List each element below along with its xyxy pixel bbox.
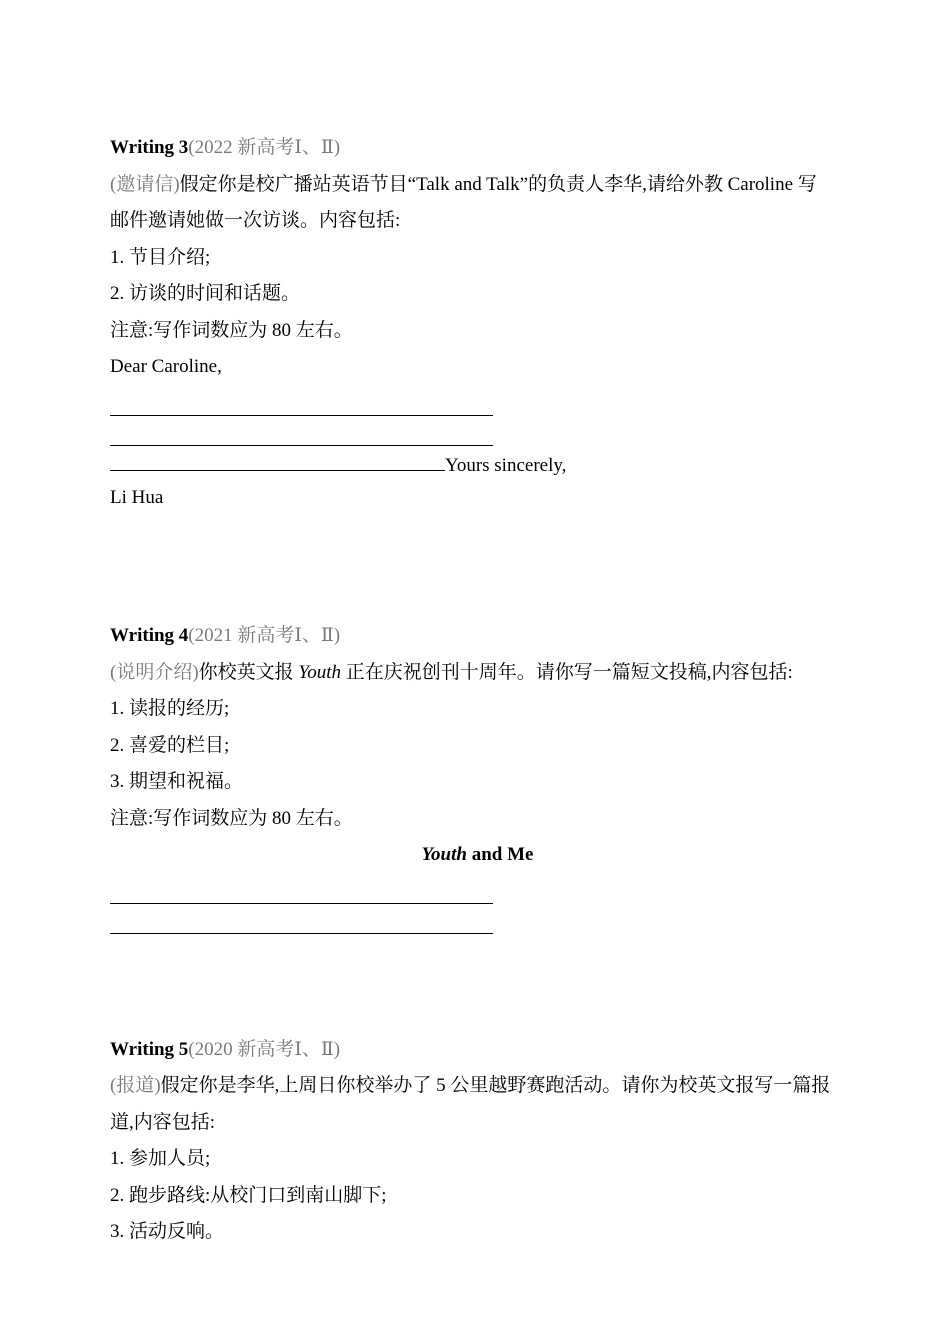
writing-4-point-3: 3. 期望和祝福。 [110, 771, 244, 792]
writing-4-note: 注意:写作词数应为 80 左右。 [110, 807, 353, 829]
writing-4-prompt-b: 正在庆祝创刊十周年。请你写一篇短文投稿,内容包括: [341, 661, 793, 683]
writing-4-genre: (说明介绍) [110, 661, 199, 683]
writing-4-prompt-italic: Youth [298, 661, 342, 683]
spacer [110, 934, 845, 1032]
writing-5-point-2: 2. 跑步路线:从校门口到南山脚下; [110, 1184, 387, 1206]
writing-4-point-2: 2. 喜爱的栏目; [110, 734, 230, 756]
writing-4-heading [110, 618, 845, 655]
writing-5-point-3: 3. 活动反响。 [110, 1221, 225, 1242]
writing-4-essay-title-rest: and Me [466, 844, 534, 865]
writing-3-signature: Li Hua [110, 486, 164, 508]
writing-4-essay-title [110, 837, 845, 874]
writing-5-source: (2020 新高考Ⅰ、Ⅱ) [188, 1038, 341, 1060]
writing-3-prompt-text-1: 假定你是校广播站英语节目“Talk and Talk”的负责人李华,请给外教 Caroline 写 [179, 173, 817, 195]
writing-3-title: Writing 3 [110, 137, 189, 158]
writing-3-closing: Yours sincerely, [445, 454, 567, 476]
writing-4-answer-line-1[interactable] [110, 874, 493, 904]
writing-4-essay-title-italic: Youth [421, 844, 467, 865]
writing-3-heading [110, 130, 845, 167]
writing-3-genre: (邀请信) [110, 173, 180, 195]
writing-5-heading [110, 1032, 845, 1069]
writing-4-prompt-line [110, 655, 845, 692]
writing-3-note: 注意:写作词数应为 80 左右。 [110, 319, 353, 341]
writing-5-point-1: 1. 参加人员; [110, 1148, 211, 1169]
document-page [110, 130, 845, 1251]
writing-4-source: (2021 新高考Ⅰ、Ⅱ) [188, 625, 341, 646]
writing-3-prompt-line-2: 邮件邀请她做一次访谈。内容包括: [110, 210, 401, 231]
writing-4-point-1: 1. 读报的经历; [110, 698, 230, 719]
writing-5-prompt-text-1: 假定你是李华,上周日你校举办了 5 公里越野赛跑活动。请你为校英文报写一篇报 [160, 1075, 831, 1096]
writing-4-section [110, 618, 845, 934]
writing-3-closing-line [110, 446, 845, 480]
writing-5-genre: (报道) [110, 1075, 161, 1096]
writing-4-title: Writing 4 [110, 625, 189, 646]
writing-5-title: Writing 5 [110, 1038, 189, 1060]
writing-3-prompt-line-1 [110, 167, 845, 204]
writing-3-section [110, 130, 845, 516]
spacer [110, 516, 845, 618]
writing-5-section [110, 1032, 845, 1251]
writing-5-prompt-line-1 [110, 1068, 845, 1105]
writing-4-prompt-a: 你校英文报 [198, 661, 299, 683]
writing-3-greeting: Dear Caroline, [110, 356, 222, 377]
writing-3-point-1: 1. 节目介绍; [110, 246, 211, 268]
writing-4-answer-line-2[interactable] [110, 904, 493, 934]
writing-5-prompt-line-2: 道,内容包括: [110, 1111, 216, 1133]
writing-3-answer-line-3[interactable] [110, 446, 445, 471]
writing-3-answer-line-2[interactable] [110, 416, 493, 446]
writing-3-answer-line-1[interactable] [110, 386, 493, 416]
writing-3-point-2: 2. 访谈的时间和话题。 [110, 283, 301, 304]
writing-3-source: (2022 新高考Ⅰ、Ⅱ) [188, 137, 341, 158]
